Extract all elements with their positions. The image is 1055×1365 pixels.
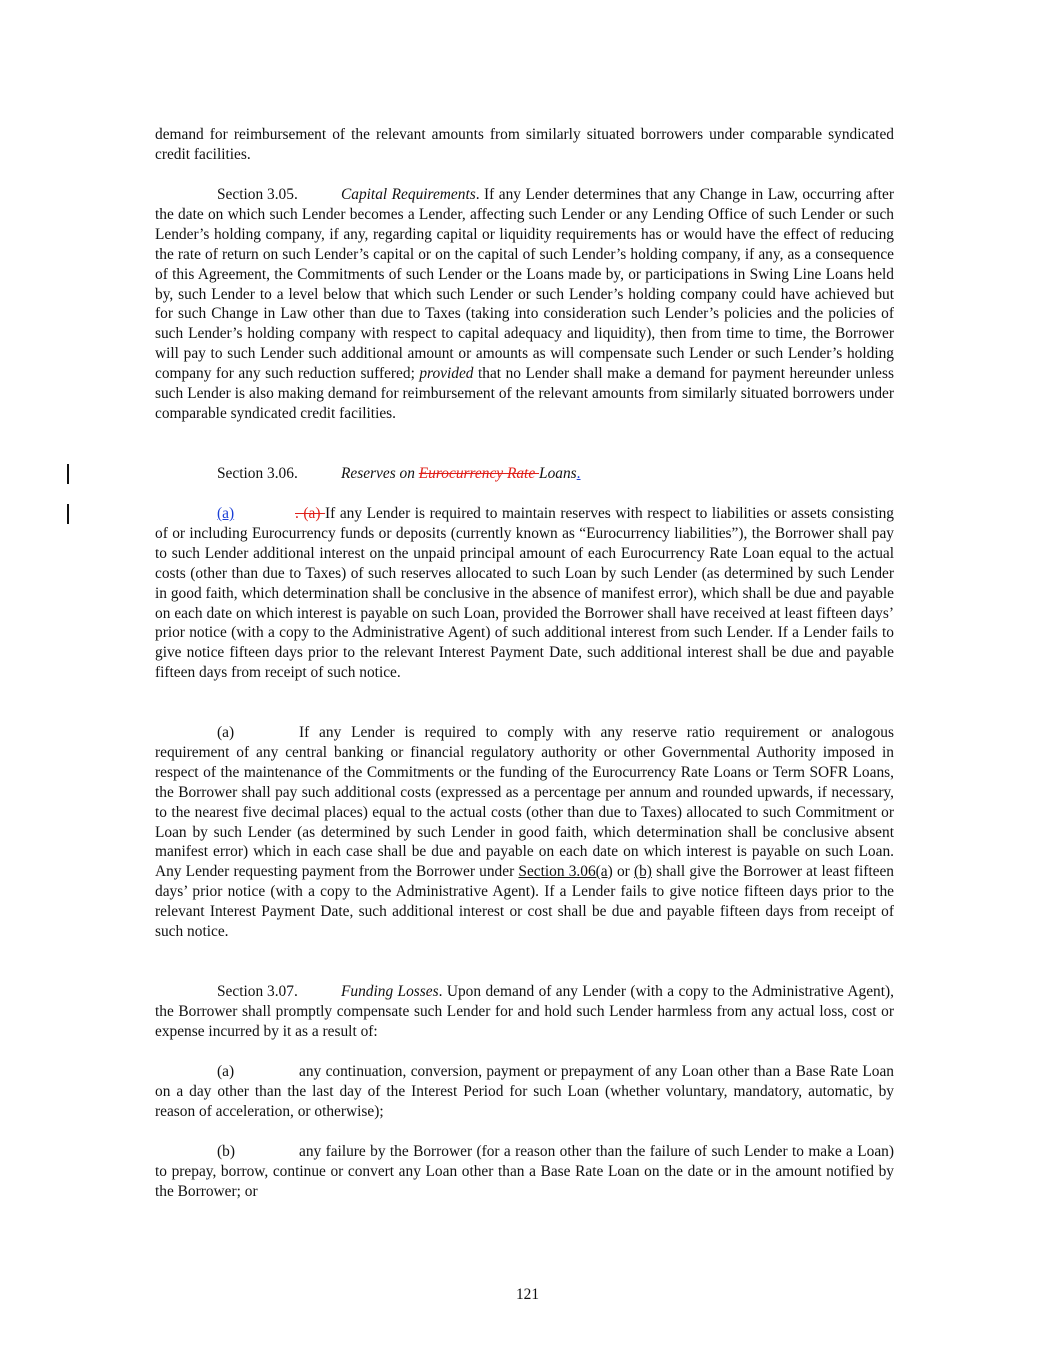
section-number: Section 3.05.	[217, 186, 298, 203]
clause-a	[155, 1062, 894, 1122]
title-text: Reserves on	[341, 465, 419, 482]
clause-label: (a)	[217, 1063, 235, 1080]
paragraph-3-06-a-second	[155, 723, 894, 942]
paragraph-text-end: shall give the Borrower at least fifteen days’ prior notice (with a copy to the Administrative Agent). If a Lender fails to give notice fifteen days prior to the relevant Interest Payment Date, such additional interest or cost shall be due and payable fifteen days from receipt of such notice.	[155, 863, 894, 941]
section-3-06-heading	[155, 464, 894, 484]
section-body-end: that no Lender shall make a demand for payment hereunder unless such Lender is also making demand for reimbursement of the relevant amounts from similarly situated borrowers under comparable syndicated credit facilities.	[155, 365, 894, 422]
change-bar	[67, 504, 69, 524]
section-title	[341, 465, 577, 482]
paragraph-text-mid: ) or	[607, 863, 634, 881]
paragraph-label: (a)	[217, 724, 235, 741]
section-3-05	[155, 185, 894, 424]
paragraph-3-06-a	[155, 504, 894, 683]
paragraph-continuation	[155, 125, 894, 165]
section-body: . If any Lender determines that any Change in Law, occurring after the date on which such Lender becomes a Lender, affecting such Lender or any Lending Office of such Lender or such Lender’s holding company, if any, regarding capital or liquidity requirements has or would have the effect of reducing the rate of return on such Lender’s capital or on the capital of such Lender’s holding company, if any, as a consequence of this Agreement, the Commitments of such Lender or the Loans made by, or participations in Swing Line Loans held by, such Lender to a level below that which such Lender or such Lender’s holding company could have achieved but for such Change in Law other than due to Taxes (taking into consideration such Lender’s policies and the policies of such Lender’s holding company with respect to capital adequacy and liquidity), then from time to time, the Borrower will pay to such Lender such additional amount or amounts as will compensate such Lender or such Lender’s holding company for any such reduction suffered;	[155, 186, 894, 383]
section-number: Section 3.06.	[217, 465, 298, 482]
paragraph-text: demand for reimbursement of the relevant amounts from similarly situated borrowers under comparable syndicated credit facilities.	[155, 126, 894, 163]
section-reference-b: (b)	[633, 863, 652, 881]
section-3-07	[155, 982, 894, 1042]
change-bar	[67, 464, 69, 484]
section-title: Capital Requirements	[341, 186, 476, 203]
inserted-label: (a)	[217, 505, 235, 522]
deleted-text: Eurocurrency Rate	[418, 465, 540, 482]
paragraph-text: If any Lender is required to maintain reserves with respect to liabilities or assets consisting of or including Eurocurrency funds or deposits (currently known as “Eurocurrency liabilities”), the Borrower shall pay to such Lender additional interest on the unpaid principal amount of each Eurocurrency Rate Loan equal to the actual costs (other than due to Taxes) of such reserves allocated to such Loan by such Lender (as determined by such Lender in good faith, which determination shall be conclusive in the absence of manifest error), which shall be due and payable on each date on which interest is payable on such Loan, provided the Borrower shall have received at least fifteen days’ prior notice (with a copy to the Administrative Agent) of such additional interest from such Lender. If a Lender fails to give notice fifteen days prior to the relevant Interest Payment Date, such additional interest shall be due and payable fifteen days from receipt of such notice.	[155, 505, 894, 682]
section-number: Section 3.07.	[217, 983, 298, 1000]
title-text-end: Loans	[539, 465, 577, 482]
clause-b	[155, 1142, 894, 1202]
clause-text: any failure by the Borrower (for a reason other than the failure of such Lender to make a Loan) to prepay, borrow, continue or convert any Loan other than a Base Rate Loan on the date or in the amount notified by the Borrower; or	[155, 1143, 894, 1200]
section-body: . Upon demand of any Lender (with a copy to the Administrative Agent), the Borrower shall promptly compensate such Lender for and hold such Lender harmless from any actual loss, cost or expense incurred by it as a result of:	[155, 983, 894, 1040]
paragraph-text: If any Lender is required to comply with any reserve ratio requirement or analogous requirement of any central banking or financial regulatory authority or other Governmental Authority imposed in respect of the maintenance of the Commitments or the funding of the Eurocurrency Rate Loans or Term SOFR Loans, the Borrower shall pay such additional costs (expressed as a percentage per annum and rounded upwards, if necessary, to the nearest five decimal places) equal to the actual costs (other than due to Taxes) allocated to such Commitment or Loan by such Lender (as determined by such Lender in good faith, which determination shall be conclusive absent manifest error) which in each case shall be due and payable on each date on which interest is payable on such Loan. Any Lender requesting payment from the Borrower under	[155, 724, 894, 881]
section-reference: Section 3.06(a	[518, 863, 608, 881]
deleted-label: . (a)	[295, 505, 326, 522]
provided-term: provided	[419, 365, 474, 383]
section-title: Funding Losses	[341, 983, 439, 1000]
inserted-text: .	[576, 465, 581, 482]
page-number: 121	[515, 1286, 540, 1303]
clause-text: any continuation, conversion, payment or prepayment of any Loan other than a Base Rate Loan on a day other than the last day of the Interest Period for such Loan (whether voluntary, mandatory, automatic, by reason of acceleration, or otherwise);	[155, 1063, 894, 1120]
clause-label: (b)	[217, 1143, 235, 1160]
